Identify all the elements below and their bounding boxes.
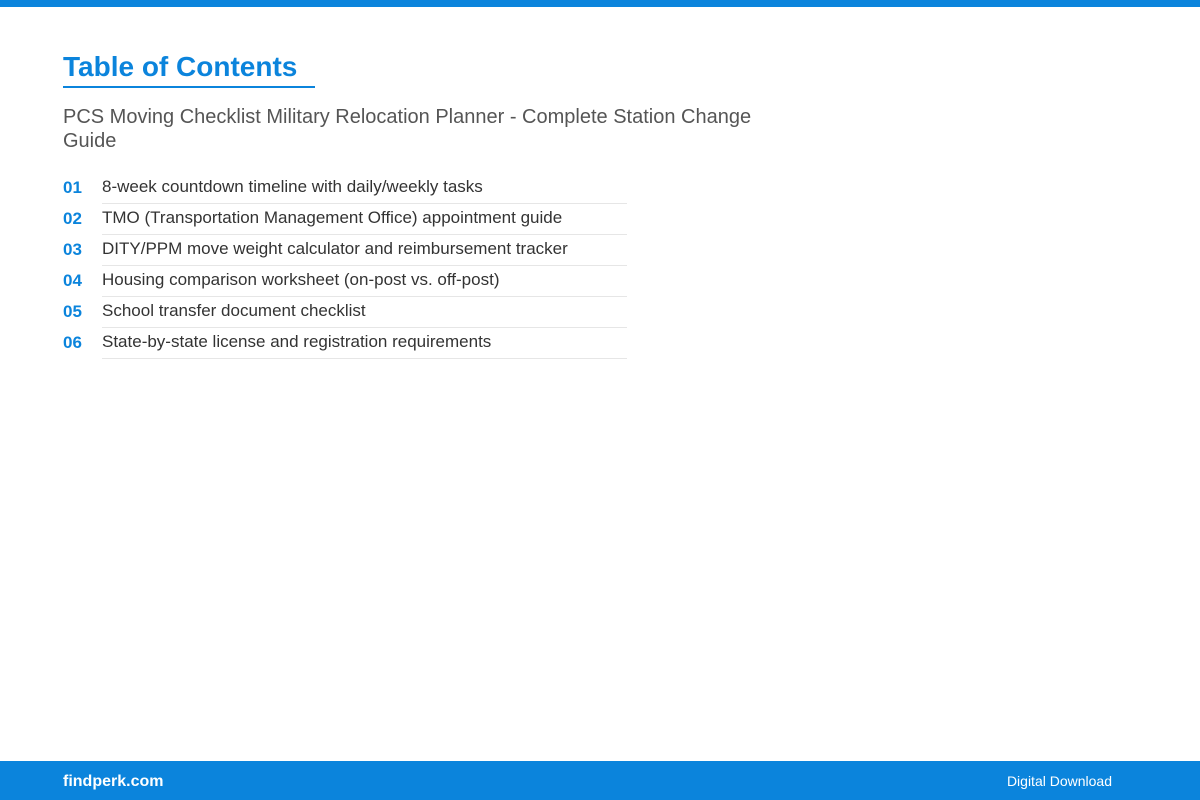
toc-item-number: 04	[63, 271, 82, 290]
toc-item-number: 03	[63, 240, 82, 259]
top-accent-bar	[0, 0, 1200, 7]
toc-item	[63, 173, 763, 204]
toc-item	[63, 297, 763, 328]
toc-item-text: School transfer document checklist	[102, 299, 627, 328]
toc-list	[63, 173, 763, 359]
toc-item-text: TMO (Transportation Management Office) appointment guide	[102, 206, 627, 235]
document-subtitle: PCS Moving Checklist Military Relocation Planner - Complete Station Change Guide	[63, 106, 752, 152]
page-title: Table of Contents	[63, 50, 315, 88]
toc-section	[63, 50, 763, 359]
toc-item	[63, 266, 763, 297]
toc-item-number: 01	[63, 178, 82, 197]
toc-item-text: DITY/PPM move weight calculator and reimbursement tracker	[102, 237, 627, 266]
toc-item	[63, 235, 763, 266]
toc-item-text: State-by-state license and registration requirements	[102, 330, 627, 359]
toc-item	[63, 328, 763, 359]
footer-bar	[0, 761, 1200, 800]
toc-item-number: 05	[63, 302, 82, 321]
toc-item	[63, 204, 763, 235]
footer-brand: findperk.com	[63, 773, 164, 790]
footer-label: Digital Download	[1006, 773, 1112, 789]
toc-item-text: Housing comparison worksheet (on-post vs. off-post)	[102, 268, 627, 297]
toc-item-number: 06	[63, 333, 82, 352]
toc-item-text: 8-week countdown timeline with daily/weekly tasks	[102, 175, 627, 204]
toc-item-number: 02	[63, 209, 82, 228]
